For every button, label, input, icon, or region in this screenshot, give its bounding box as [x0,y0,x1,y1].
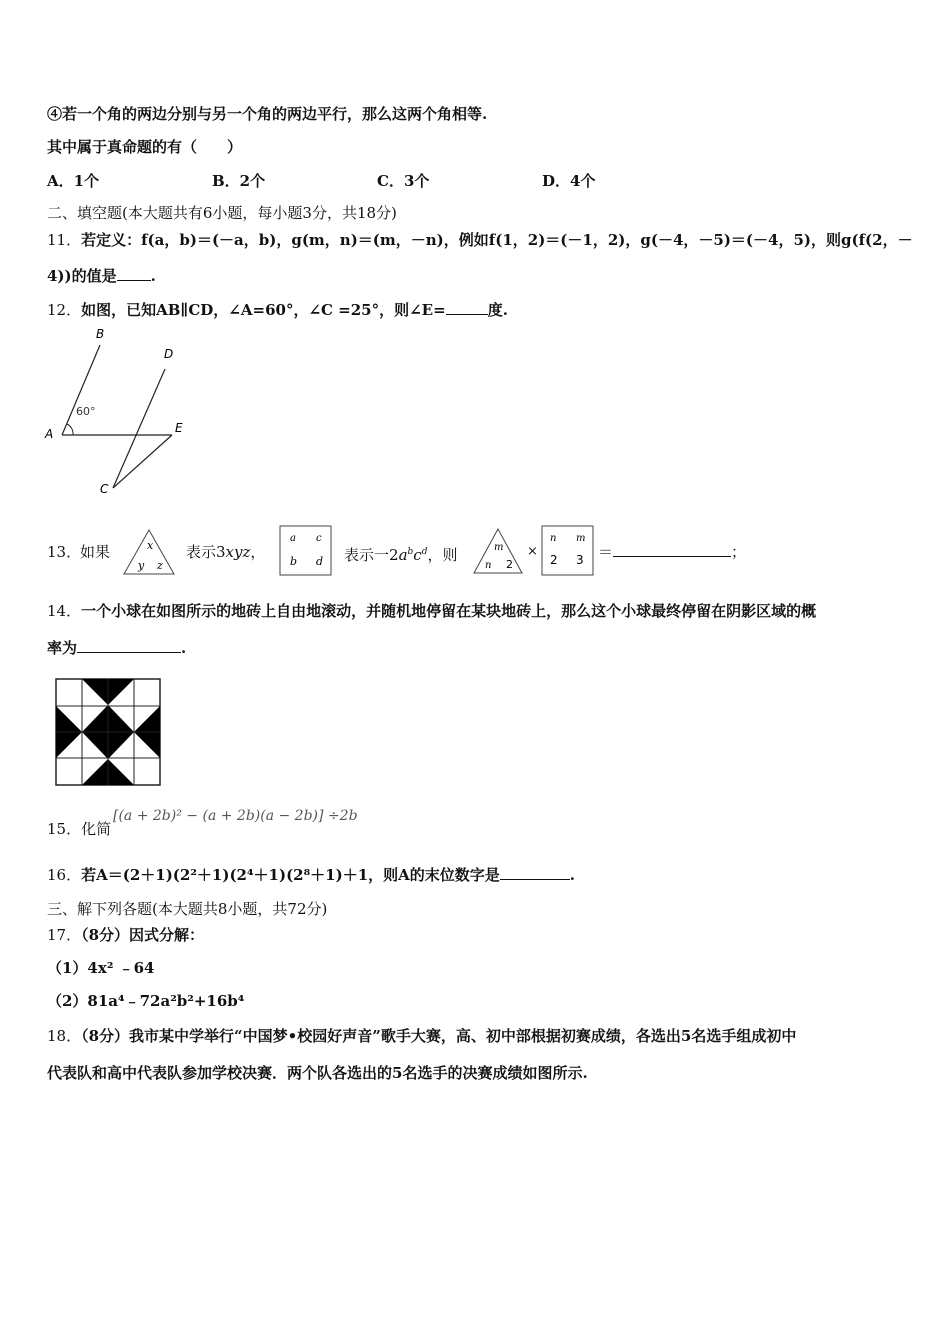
label-e: E [175,421,183,435]
q13-exp-d: d [421,547,428,557]
q13-eq: ＝ [598,543,614,561]
line-ab [62,345,100,435]
q11-number: 11． [47,231,82,249]
q18-line2: 代表队和高中代表队参加学校决赛．两个队各选出的5名选手的决赛成绩如图所示. [47,1064,588,1082]
section3-title: 三、解下列各题(本大题共8小题，共72分) [47,900,328,918]
q12-line [47,300,508,320]
q16-line [47,865,575,885]
q18-line1 [47,1026,796,1046]
q13-number: 13． [47,543,82,561]
q17-part2: （2）81a⁴﹣72a²b²+16b⁴ [47,992,245,1010]
q14-number: 14． [47,602,82,620]
q13-t1: 如果 [80,543,111,561]
q18-text1: （8分）我市某中学举行“中国梦•校园好声音”歌手大赛，高、初中部根据初赛成绩，各选出5名选手组成初中 [81,1027,797,1045]
q13-t2-var: xyz [225,543,251,561]
q13-t2-end: ， [250,543,266,561]
q14-blank [77,638,181,653]
q13-t4: ，则 [427,546,458,564]
label-b: B [96,327,105,341]
label-angle-60: 60° [76,405,96,418]
q13-end: ； [731,543,747,561]
section2-title: 二、填空题(本大题共有6小题，每小题3分，共18分) [47,204,397,222]
sq1-bl: b [290,555,298,568]
tri1-top: x [147,539,154,552]
q15-number: 15． [47,820,82,838]
angle-a-arc [67,424,73,435]
sq2-bl: 2 [550,553,558,567]
q13-exp-a: a [398,546,408,564]
q10-item4: ④若一个角的两边分别与另一个角的两边平行，那么这两个角相等. [47,105,488,123]
q10-prompt: 其中属于真命题的有（ ） [47,138,243,156]
tri2-bl: n [485,560,492,571]
q13-square-1 [278,524,333,577]
q13-t3-text: 表示一 [344,546,390,564]
q17-number: 17． [47,926,82,944]
q13-exp-c: c [413,546,422,564]
q16-text: 若A＝(2＋1)(2²＋1)(2⁴＋1)(2⁸＋1)＋1，则A的末位数字是 [81,866,500,884]
q13-exp-b: b [407,547,414,557]
q11-line1 [47,230,913,250]
sq2-tl: n [550,533,557,544]
tri2-br: 2 [506,558,513,571]
q15-line [47,819,111,839]
q10-option-c: C．3个 [377,172,430,190]
label-a: A [45,427,54,441]
tri1-br: z [157,559,163,572]
q13-times: × [527,544,538,559]
q14-line1 [47,601,816,621]
q11-text2: 4))的值是 [47,267,117,285]
q17-part1: （1）4x² ﹣64 [47,959,155,977]
q10-option-a: A．1个 [47,172,100,190]
q10-option-b: B．2个 [212,172,266,190]
q12-number: 12． [47,301,82,319]
q10-option-d: D．4个 [542,172,596,190]
q13-triangle-1 [121,527,177,577]
q13-t2-text: 表示3 [186,543,226,561]
q13-square-2 [540,524,595,577]
q11-blank [117,266,151,281]
q16-blank [500,865,570,880]
q17-head [47,925,204,945]
sq2-tr: m [576,533,586,544]
q14-tile-figure [52,675,164,789]
sq2-br: 3 [576,553,584,567]
q14-end: . [181,639,187,657]
q16-number: 16． [47,866,82,884]
line-cd [113,369,165,488]
q12-end: 度. [487,301,508,319]
q13-t3 [344,542,457,565]
tri2-top: m [494,542,504,553]
q11-text1: 若定义：f(a，b)＝(－a，b)，g(m，n)＝(m，－n)，例如f(1，2)＝(－1，2)，g(－4，－5)＝(－4，5)，则g(f(2，－ [81,231,913,249]
q12-text: 如图，已知AB∥CD，∠A=60°，∠C =25°，则∠E= [81,301,446,319]
q17-head-text: （8分）因式分解： [81,926,205,944]
q14-text2: 率为 [47,639,78,657]
q15-expression: [(a + 2b)² − (a + 2b)(a − 2b)] ÷2b [113,808,358,824]
tri1-bl: y [138,559,145,572]
q13-blank [613,542,731,557]
q13-t3-coef: 2 [389,546,399,564]
label-d: D [164,347,174,361]
q13-triangle-2 [471,526,525,576]
label-c: C [100,482,109,496]
line-ce [113,435,172,488]
q13-t2 [186,542,265,562]
q15-text: 化简 [81,820,112,838]
q11-line2 [47,266,156,286]
sq1-br: d [316,555,324,568]
q13-answer [598,542,746,562]
q12-blank [446,300,488,315]
q18-number: 18． [47,1027,82,1045]
q16-end: . [569,866,576,884]
q14-text1: 一个小球在如图所示的地砖上自由地滚动，并随机地停留在某块地砖上，那么这个小球最终停留在阴影区域的概 [81,602,817,620]
q14-line2 [47,638,186,658]
q12-figure [40,325,200,500]
sq1-tl: a [290,533,296,544]
q11-end: . [150,267,156,285]
sq1-tr: c [316,533,322,544]
